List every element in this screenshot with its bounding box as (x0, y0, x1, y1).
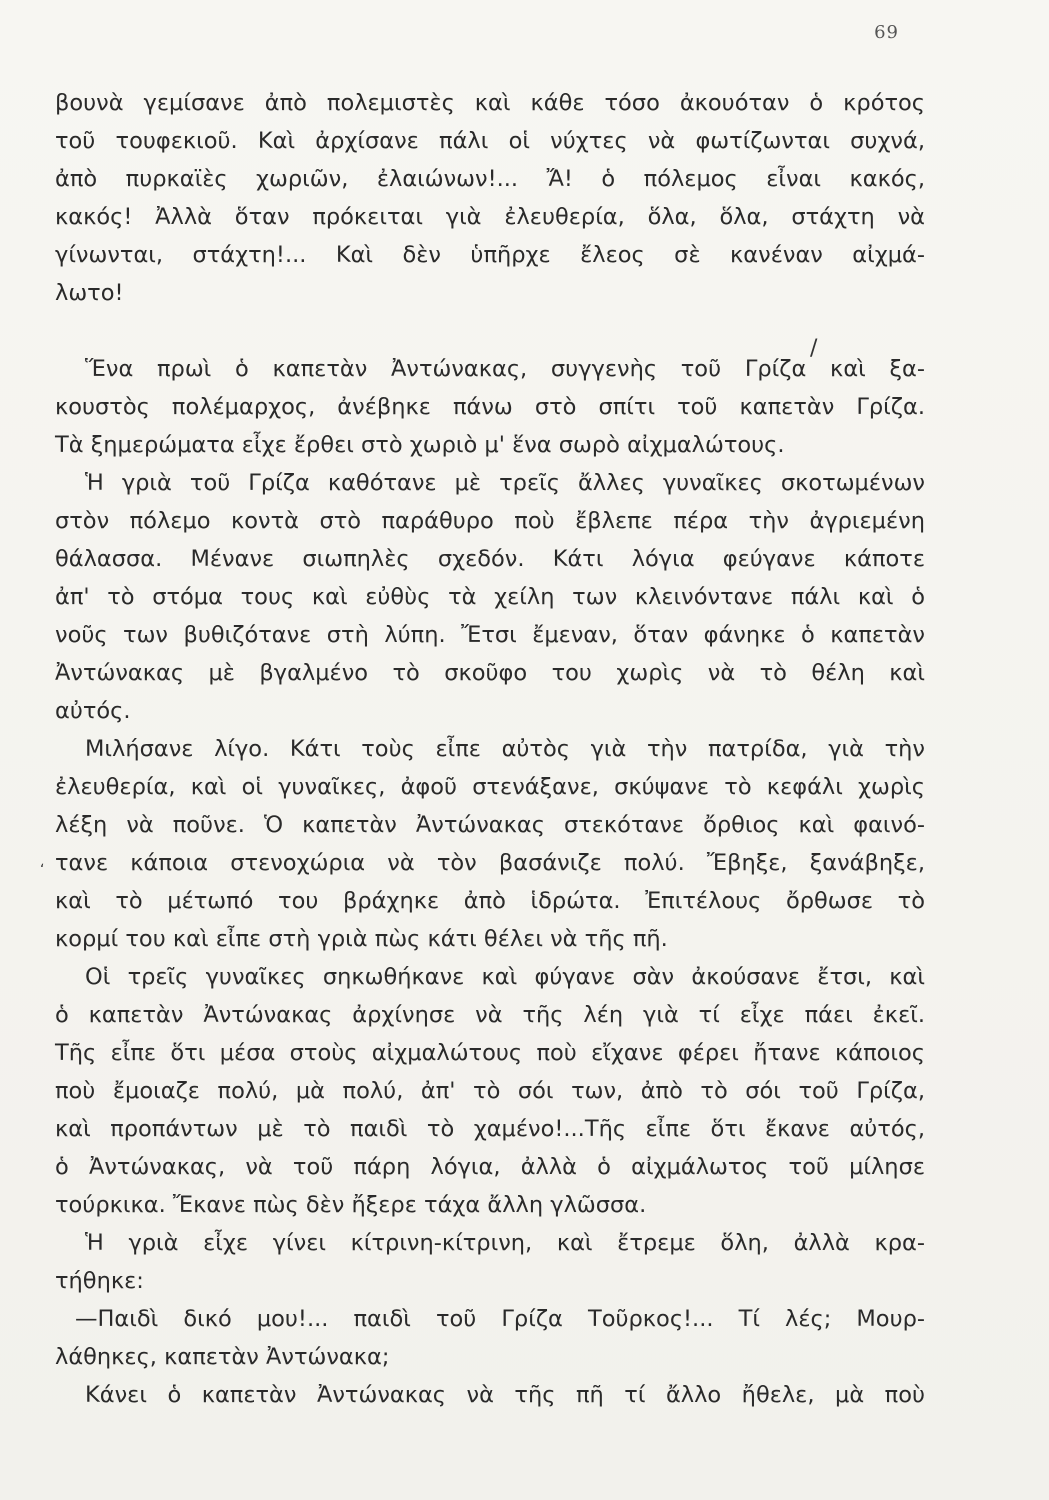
text-line: Ἀντώνακας μὲ βγαλμένο τὸ σκοῦφο του χωρὶς νὰ τὸ θέλη καὶ (55, 660, 925, 686)
dialogue-line: λάθηκες, καπετὰν Ἀντώνακα; (55, 1344, 390, 1370)
text-line: τανε κάποια στενοχώρια νὰ τὸν βασάνιζε πολύ. Ἔβηξε, ξανάβηξε, (55, 850, 925, 876)
text-line: τούρκικα. Ἔκανε πὼς δὲν ἤξερε τάχα ἄλλη γλῶσσα. (55, 1192, 647, 1218)
section-gap (55, 312, 925, 350)
text-line: ὁ Ἀντώνακας, νὰ τοῦ πάρη λόγια, ἀλλὰ ὁ αἰχμάλωτος τοῦ μίλησε (55, 1154, 925, 1180)
text-line: Μιλήσανε λίγο. Κάτι τοὺς εἶπε αὐτὸς γιὰ τὴν πατρίδα, γιὰ τὴν (85, 736, 925, 762)
dialogue-line: —Παιδὶ δικό μου!... παιδὶ τοῦ Γρίζα Τοῦρκος!... Τί λές; Μουρ- (75, 1306, 925, 1332)
text-line: Τῆς εἶπε ὅτι μέσα στοὺς αἰχμαλώτους ποὺ εἴχανε φέρει ἤτανε κάποιος (55, 1040, 925, 1066)
text-line: κουστὸς πολέμαρχος, ἀνέβηκε πάνω στὸ σπίτι τοῦ καπετὰν Γρίζα. (55, 394, 925, 420)
text-line: τήθηκε: (55, 1268, 144, 1294)
pencil-mark: / (810, 336, 818, 361)
text-line: καὶ προπάντων μὲ τὸ παιδὶ τὸ χαμένο!...Τῆς εἶπε ὅτι ἔκανε αὐτός, (55, 1116, 925, 1142)
text-line: Ἡ γριὰ τοῦ Γρίζα καθότανε μὲ τρεῖς ἄλλες γυναῖκες σκοτωμένων (85, 470, 925, 496)
text-line: στὸν πόλεμο κοντὰ στὸ παράθυρο ποὺ ἔβλεπε πέρα τὴν ἀγριεμένη (55, 508, 925, 534)
page-number: 69 (874, 22, 899, 43)
text-line: ἀπὸ πυρκαϊὲς χωριῶν, ἐλαιώνων!... Ἄ! ὁ πόλεμος εἶναι κακός, (55, 166, 925, 192)
text-line: Τὰ ξημερώματα εἶχε ἔρθει στὸ χωριὸ μ' ἕνα σωρὸ αἰχμαλώτους. (55, 432, 785, 458)
text-line: νοῦς των βυθιζότανε στὴ λύπη. Ἔτσι ἔμεναν, ὅταν φάνηκε ὁ καπετὰν (55, 622, 925, 648)
text-line: Ἕνα πρωὶ ὁ καπετὰν Ἀντώνακας, συγγενὴς τοῦ Γρίζα καὶ ξα- (85, 356, 925, 382)
text-line: Οἱ τρεῖς γυναῖκες σηκωθήκανε καὶ φύγανε σὰν ἀκούσανε ἔτσι, καὶ (85, 964, 925, 990)
text-line: κακός! Ἀλλὰ ὅταν πρόκειται γιὰ ἐλευθερία, ὅλα, ὅλα, στάχτη νὰ (55, 204, 925, 230)
text-line: γίνωνται, στάχτη!... Καὶ δὲν ὑπῆρχε ἔλεος σὲ κανέναν αἰχμά- (55, 242, 925, 268)
text-line: λωτο! (55, 280, 124, 306)
body-text (55, 84, 925, 1414)
text-line: Κάνει ὁ καπετὰν Ἀντώνακας νὰ τῆς πῆ τί ἄλλο ἤθελε, μὰ ποὺ (85, 1382, 925, 1408)
text-line: αὐτός. (55, 698, 131, 724)
text-line: λέξη νὰ ποῦνε. Ὁ καπετὰν Ἀντώνακας στεκότανε ὄρθιος καὶ φαινό- (55, 812, 925, 838)
text-line: καὶ τὸ μέτωπό του βράχηκε ἀπὸ ἱδρώτα. Ἐπιτέλους ὄρθωσε τὸ (55, 888, 925, 914)
text-line: βουνὰ γεμίσανε ἀπὸ πολεμιστὲς καὶ κάθε τόσο ἀκουόταν ὁ κρότος (55, 90, 925, 116)
text-line: Ἡ γριὰ εἶχε γίνει κίτρινη-κίτρινη, καὶ ἔτρεμε ὅλη, ἀλλὰ κρα- (85, 1230, 925, 1256)
text-line: ἐλευθερία, καὶ οἱ γυναῖκες, ἀφοῦ στενάξανε, σκύψανε τὸ κεφάλι χωρὶς (55, 774, 925, 800)
text-line: ἀπ' τὸ στόμα τους καὶ εὐθὺς τὰ χείλη των κλεινόντανε πάλι καὶ ὁ (55, 584, 925, 610)
text-line: ποὺ ἔμοιαζε πολύ, μὰ πολύ, ἀπ' τὸ σόι των, ἀπὸ τὸ σόι τοῦ Γρίζα, (55, 1078, 925, 1104)
text-line: τοῦ τουφεκιοῦ. Καὶ ἀρχίσανε πάλι οἱ νύχτες νὰ φωτίζωνται συχνά, (55, 128, 925, 154)
text-line: θάλασσα. Μένανε σιωπηλὲς σχεδόν. Κάτι λόγια φεύγανε κάποτε (55, 546, 925, 572)
text-line: κορμί του καὶ εἶπε στὴ γριὰ πὼς κάτι θέλει νὰ τῆς πῆ. (55, 926, 668, 952)
margin-dot: ʻ (40, 862, 45, 878)
text-line: ὁ καπετὰν Ἀντώνακας ἀρχίνησε νὰ τῆς λέη γιὰ τί εἶχε πάει ἐκεῖ. (55, 1002, 925, 1028)
